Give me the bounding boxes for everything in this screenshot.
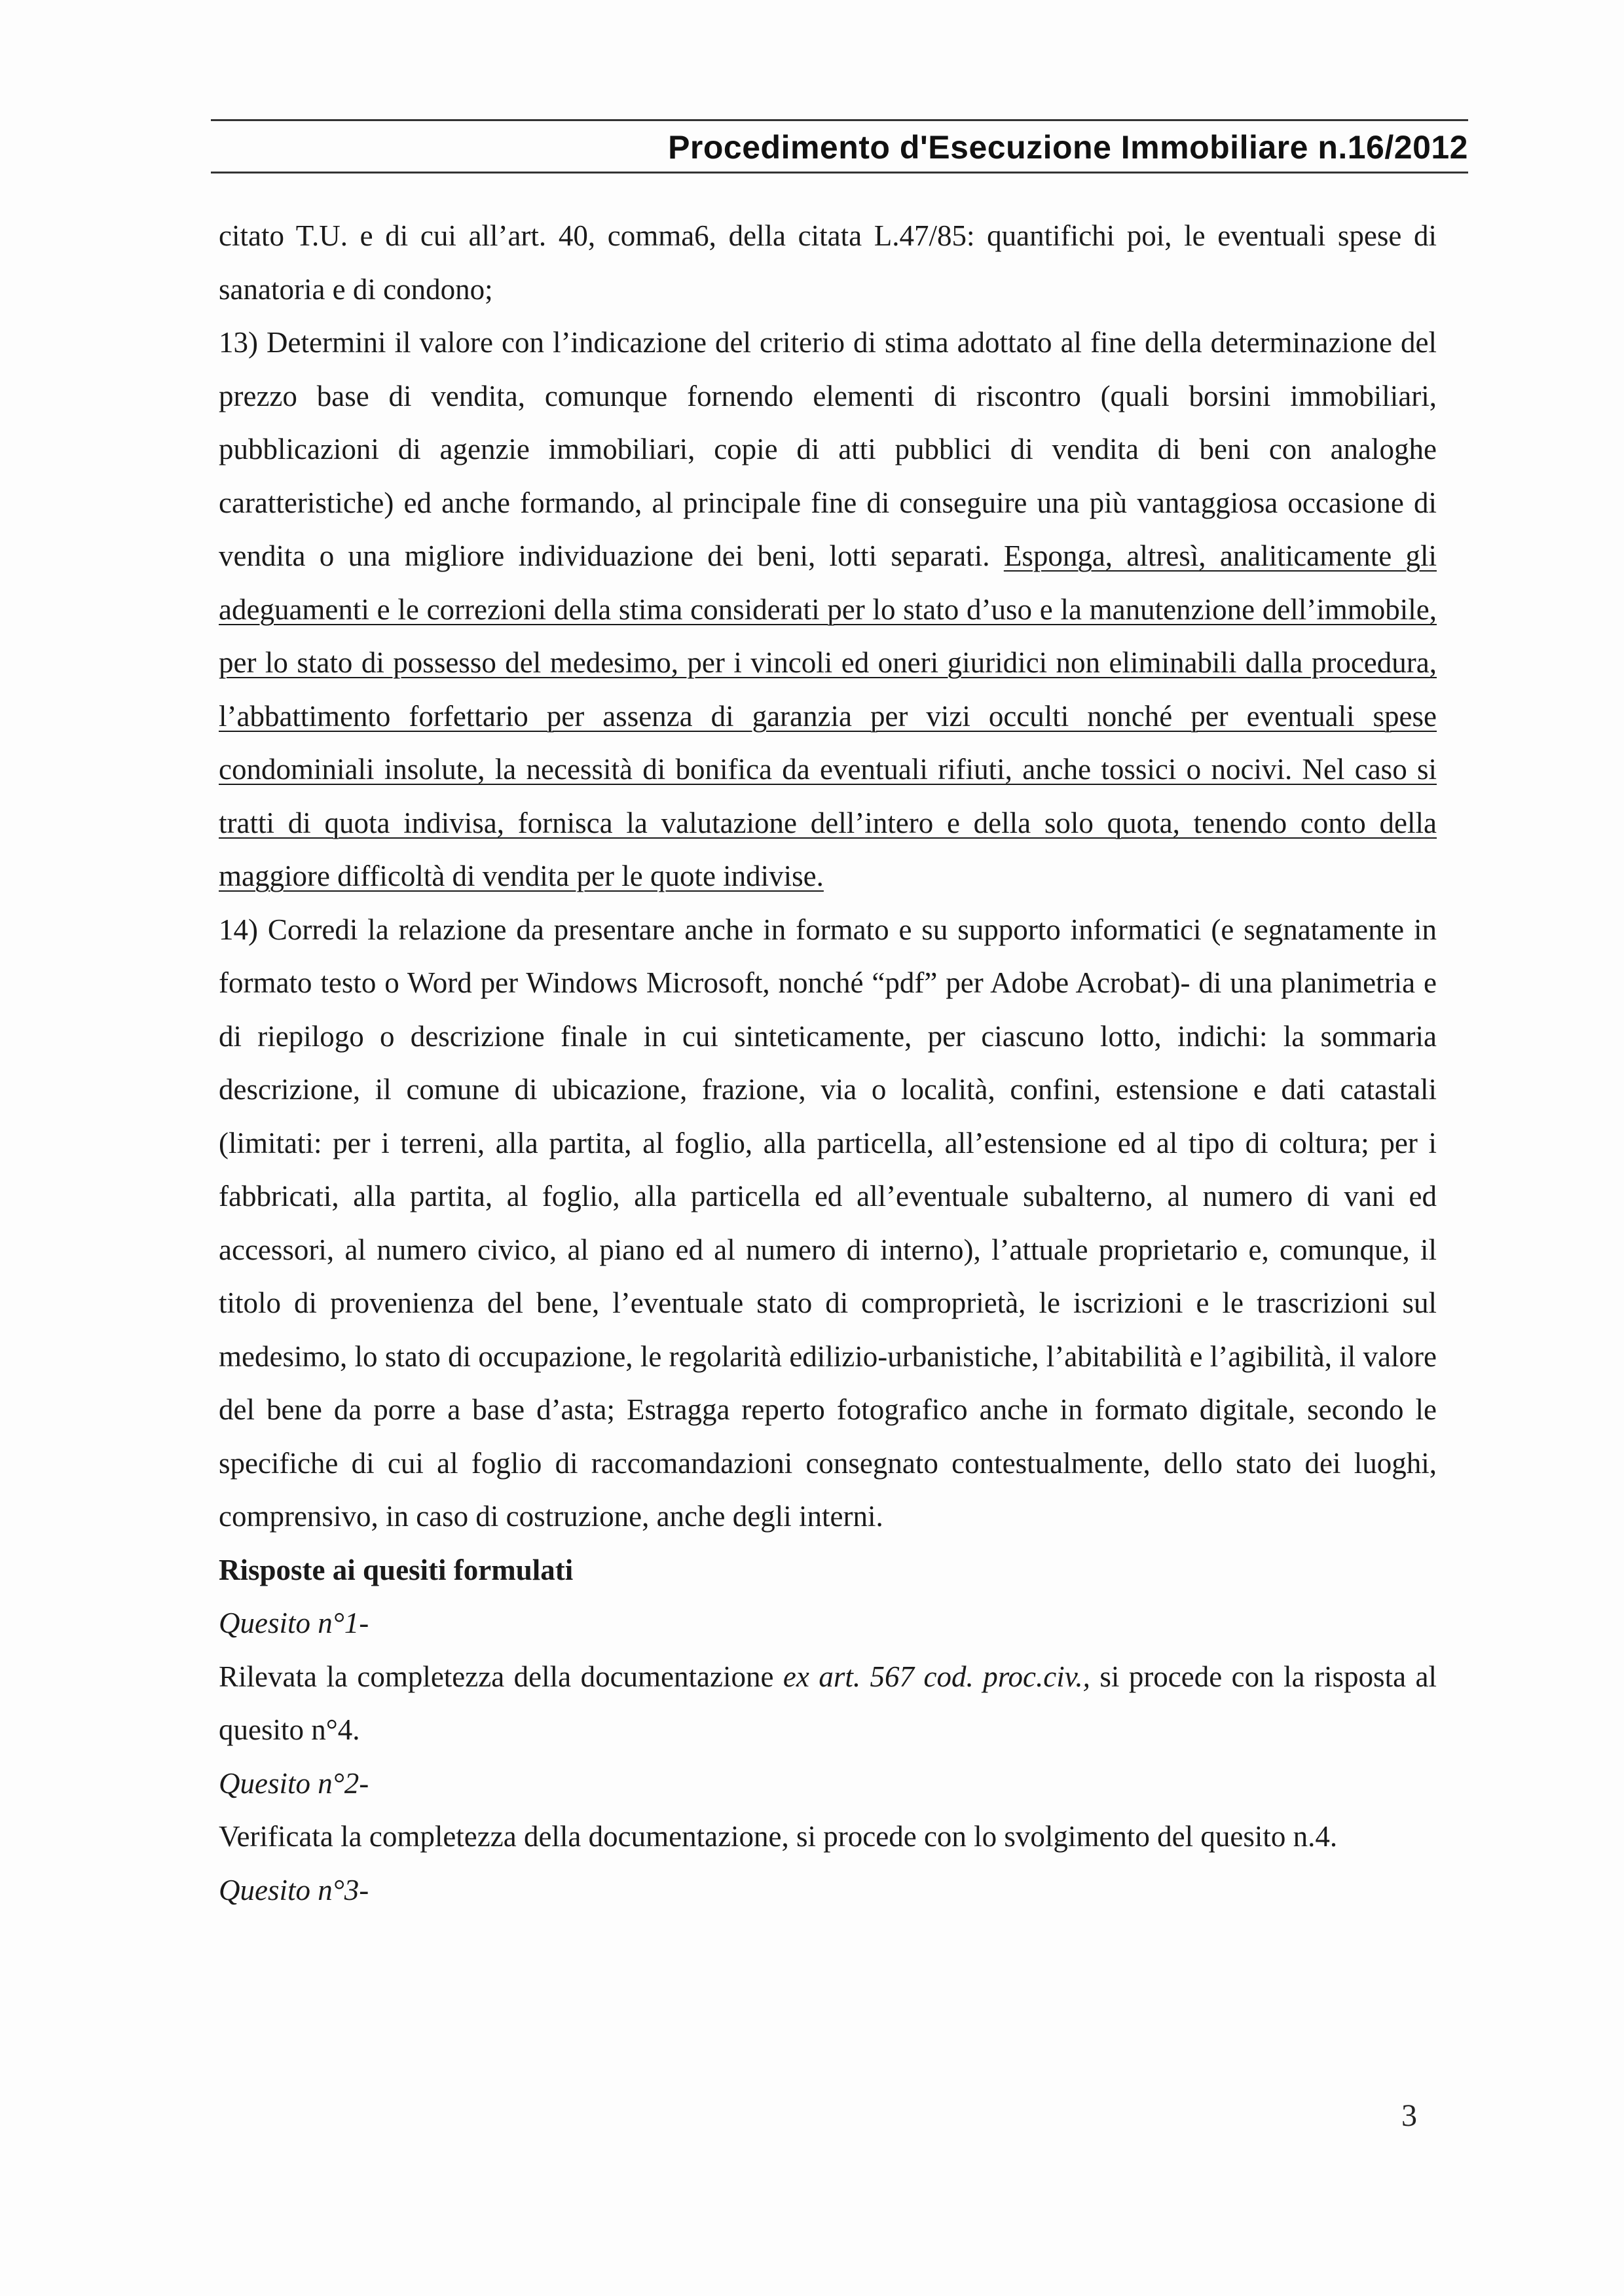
quesito-1-text-a: Rilevata la completezza della documentazione (219, 1660, 783, 1693)
document-body (219, 210, 1437, 1917)
page-number: 3 (1401, 2098, 1417, 2133)
quesito-1-legal-reference: ex art. 567 cod. proc.civ., (783, 1660, 1090, 1693)
section-heading: Risposte ai quesiti formulati (219, 1553, 574, 1586)
quesito-2-label: Quesito n°2- (219, 1766, 369, 1800)
paragraph-13-text: 13) Determini il valore con l’indicazione del criterio di stima adottato al fine della determinazione del prezzo base di vendita, comunque fornendo elementi di riscontro (quali borsini immobiliari, pubblicazioni di agenzie immobiliari, copie di atti pubblici di vendita di beni con analoghe caratteristiche) ed anche formando, al principale fine di conseguire una più vantaggiosa occasione di vendita o una migliore individuazione dei beni, lotti separati. (219, 326, 1437, 572)
header-rule-top (211, 119, 1468, 121)
document-header-title: Procedimento d'Esecuzione Immobiliare n.16/2012 (668, 129, 1468, 166)
quesito-2-answer: Verificata la completezza della documentazione, si procede con lo svolgimento del quesito n.4. (219, 1820, 1338, 1853)
quesito-1-label: Quesito n°1- (219, 1607, 369, 1639)
quesito-1-answer (219, 1650, 1437, 1757)
paragraph-14: 14) Corredi la relazione da presentare anche in formato e su supporto informatici (e segnatamente in formato testo o Word per Windows Microsoft, nonché “pdf” per Adobe Acrobat)- di una planimetria e di riepilogo o descrizione finale in cui sinteticamente, per ciascuno lotto, indichi: la sommaria descrizione, il comune di ubicazione, frazione, via o località, confini, estensione e dati catastali (limitati: per i terreni, alla partita, al foglio, alla particella, all’estensione ed al tipo di coltura; per i fabbricati, alla partita, al foglio, alla particella ed all’eventuale subalterno, al numero di vani ed accessori, al numero civico, al piano ed al numero di interno), l’attuale proprietario e, comunque, il titolo di provenienza del bene, l’eventuale stato di comproprietà, le iscrizioni e le trascrizioni sul medesimo, lo stato di occupazione, le regolarità edilizio-urbanistiche, l’abitabilità e l’agibilità, il valore del bene da porre a base d’asta; Estragga reperto fotografico anche in formato digitale, secondo le specifiche di cui al foglio di raccomandazioni consegnato contestualmente, dello stato dei luoghi, comprensivo, in caso di costruzione, anche degli interni. (219, 913, 1437, 1533)
paragraph-13-underlined-text: Esponga, altresì, analiticamente gli adeguamenti e le correzioni della stima considerati per lo stato d’uso e la manutenzione dell’immobile, per lo stato di possesso del medesimo, per i vincoli ed oneri giuridici non eliminabili dalla procedura, l’abbattimento forfettario per assenza di garanzia per vizi occulti nonché per eventuali spese condominiali insolute, la necessità di bonifica da eventuali rifiuti, anche tossici o nocivi. Nel caso si tratti di quota indivisa, fornisca la valutazione dell’intero e della solo quota, tenendo conto della maggiore difficoltà di vendita per le quote indivise. (219, 539, 1437, 892)
paragraph-13 (219, 316, 1437, 903)
quesito-3-label: Quesito n°3- (219, 1873, 369, 1906)
header-rule-bottom (211, 172, 1468, 173)
quesito-1-text-b: si procede con la risposta al quesito n°4. (219, 1660, 1437, 1746)
paragraph-12-continuation: citato T.U. e di cui all’art. 40, comma6, della citata L.47/85: quantifichi poi, le eventuali spese di sanatoria e di condono; (219, 219, 1437, 306)
